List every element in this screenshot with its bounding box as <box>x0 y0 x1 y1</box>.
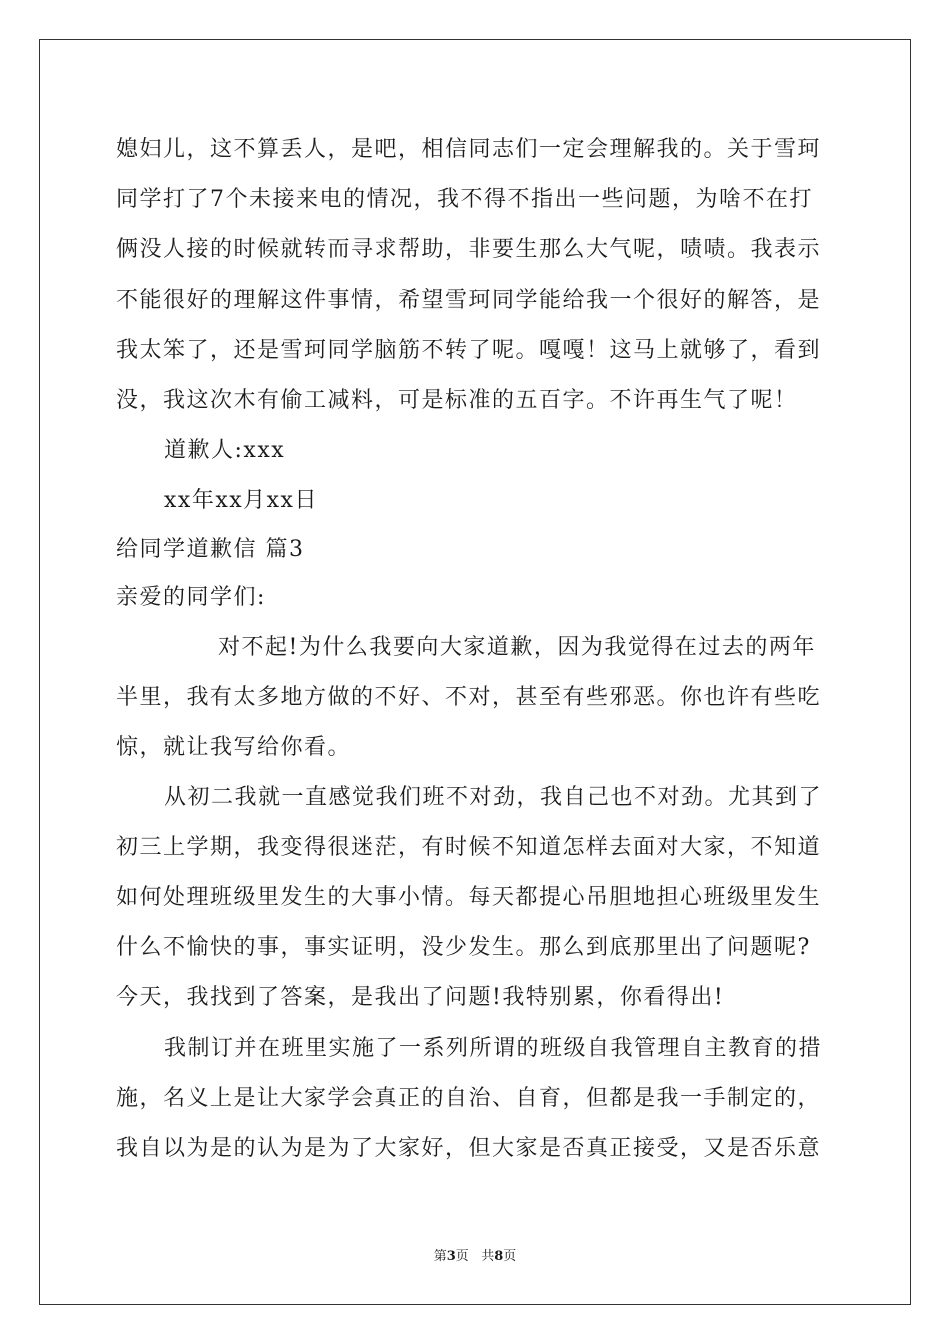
page-number: 3 <box>446 1249 456 1264</box>
page-border <box>39 39 911 1305</box>
body-line: 半里，我有太多地方做的不好、不对，甚至有些邪恶。你也许有些吃 <box>116 685 822 710</box>
body-line: 从初二我就一直感觉我们班不对劲，我自己也不对劲。尤其到了 <box>164 785 823 810</box>
body-line: 我制订并在班里实施了一系列所谓的班级自我管理自主教育的措 <box>164 1036 823 1061</box>
body-line: 惊，就让我写给你看。 <box>116 735 352 760</box>
page-footer <box>0 1248 950 1266</box>
salutation: 亲爱的同学们: <box>116 585 266 610</box>
body-line: 对不起!为什么我要向大家道歉，因为我觉得在过去的两年 <box>218 635 816 660</box>
body-line: 如何处理班级里发生的大事小情。每天都提心吊胆地担心班级里发生 <box>116 885 822 910</box>
body-line: 初三上学期，我变得很迷茫，有时候不知道怎样去面对大家，不知道 <box>116 835 822 860</box>
signature-line: 道歉人:xxx <box>164 438 286 463</box>
total-suffix: 页 <box>503 1249 517 1264</box>
body-line: 不能很好的理解这件事情，希望雪珂同学能给我一个很好的解答，是 <box>116 288 822 313</box>
total-pages: 8 <box>494 1249 504 1264</box>
date-line: xx年xx月xx日 <box>164 488 318 513</box>
body-line: 没，我这次木有偷工减料，可是标准的五百字。不许再生气了呢！ <box>116 388 798 413</box>
total-prefix: 共 <box>481 1249 495 1264</box>
page-suffix: 页 <box>455 1249 469 1264</box>
section-heading: 给同学道歉信 篇3 <box>116 537 305 562</box>
body-line: 今天，我找到了答案，是我出了问题!我特别累，你看得出! <box>116 985 725 1010</box>
body-line: 俩没人接的时候就转而寻求帮助，非要生那么大气呢，啧啧。我表示 <box>116 237 822 262</box>
body-line: 媳妇儿，这不算丢人，是吧，相信同志们一定会理解我的。关于雪珂 <box>116 137 822 162</box>
body-line: 施，名义上是让大家学会真正的自治、自育，但都是我一手制定的， <box>116 1086 822 1111</box>
body-line: 我自以为是的认为是为了大家好，但大家是否真正接受，又是否乐意 <box>116 1136 822 1161</box>
body-line: 我太笨了，还是雪珂同学脑筋不转了呢。嘎嘎！这马上就够了，看到 <box>116 338 822 363</box>
page-prefix: 第 <box>433 1249 447 1264</box>
body-line: 什么不愉快的事，事实证明，没少发生。那么到底那里出了问题呢? <box>116 935 811 960</box>
body-line: 同学打了7个未接来电的情况，我不得不指出一些问题，为啥不在打 <box>116 187 813 212</box>
